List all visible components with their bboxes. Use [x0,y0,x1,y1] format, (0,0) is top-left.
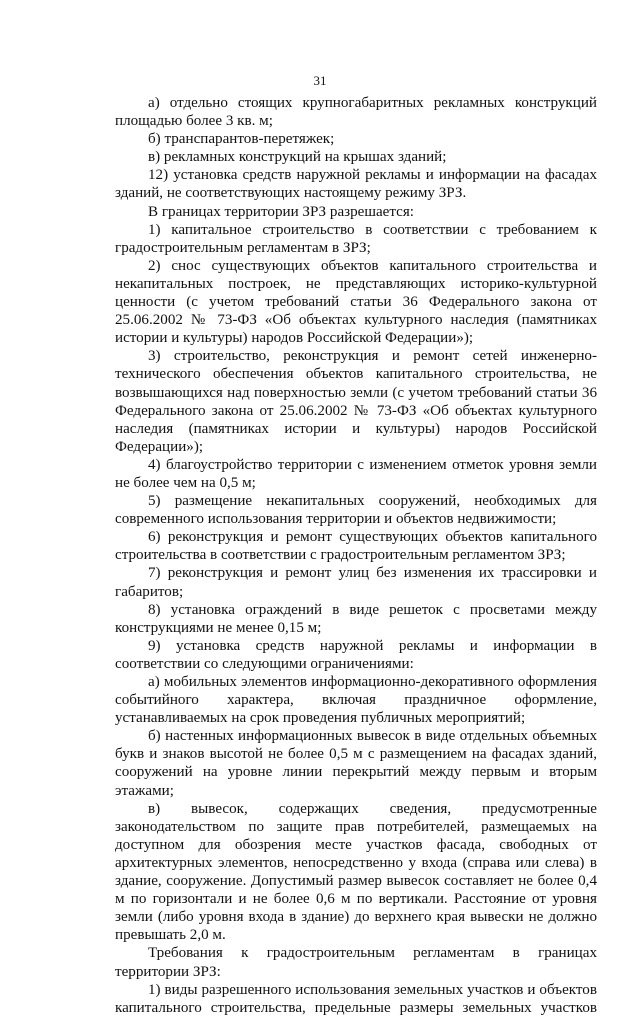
paragraph-8-fences: 8) установка ограждений в виде решеток с просветами между конструкциями не менее 0,15 м; [115,601,597,636]
paragraph-5-temporary-structures: 5) размещение некапитальных сооружений, необходимых для современного использования территории и объектов недвижимости; [115,493,597,528]
paragraph-9-advertising-limits: 9) установка средств наружной рекламы и информации в соответствии со следующими ограничениями: [115,637,597,672]
paragraph-v-consumer-signs: в) вывесок, содержащих сведения, предусмотренные законодательством по защите прав потребителей, размещаемых на доступном для обозрения месте участков фасада, свободных от архитектурных элементов, непосредственно у входа (справа или слева) в здание, сооружение. Допустимый размер вывесок составляет не более 0,4 м по горизонтали и не более 0,6 м по вертикали. Расстояние от уровня земли (либо уровня входа в здание) до верхнего края вывески не должно превышать 2,0 м. [115,800,597,944]
paragraph-allowed-heading: В границах территории ЗРЗ разрешается: [148,203,414,220]
paragraph-regulations-heading: Требования к градостроительным регламентам в границах территории ЗРЗ: [115,945,597,980]
document-body [115,94,597,1017]
paragraph-12-facade-advertising: 12) установка средств наружной рекламы и информации на фасадах зданий, не соответствующих настоящему режиму ЗРЗ. [115,167,597,202]
paragraph-b-wall-signs: б) настенных информационных вывесок в виде отдельных объемных букв и знаков высотой не более 0,5 м с размещением на фасадах зданий, сооружений на уровне линии перекрытий между первым и вторым этажами; [115,728,597,799]
paragraph-v-roof-structures: в) рекламных конструкций на крышах зданий; [148,149,447,166]
paragraph-a-billboards: а) отдельно стоящих крупногабаритных рекламных конструкций площадью более 3 кв. м; [115,95,597,130]
paragraph-4-landscaping: 4) благоустройство территории с изменением отметок уровня земли не более чем на 0,5 м; [115,456,597,491]
paragraph-6-reconstruction: 6) реконструкция и ремонт существующих объектов капитального строительства в соответствии с градостроительным регламентом ЗРЗ; [115,529,597,564]
paragraph-1-permitted-use: 1) виды разрешенного использования земельных участков и объектов капитального строительства, предельные размеры земельных участков [115,981,597,1016]
paragraph-7-streets: 7) реконструкция и ремонт улиц без изменения их трассировки и габаритов; [115,565,597,600]
paragraph-a-mobile-elements: а) мобильных элементов информационно-декоративного оформления событийного характера, включая праздничное оформление, устанавливаемых на срок проведения публичных мероприятий; [115,674,597,727]
paragraph-2-demolition: 2) снос существующих объектов капитального строительства и некапитальных построек, не представляющих историко-культурной ценности (с учетом требований статьи 36 Федерального закона от 25.06.2002 № 73-ФЗ «Об объектах культурного наследия (памятниках истории и культуры) народов Российской Федерации»); [115,257,597,347]
page-number: 31 [313,73,327,88]
paragraph-3-engineering-networks: 3) строительство, реконструкция и ремонт сетей инженерно-технического обеспечения объектов капитального строительства, не возвышающихся над поверхностью земли (с учетом требований статьи 36 Федерального закона от 25.06.2002 № 73-ФЗ «Об объектах культурного наследия (памятниках истории и культуры) народов Российской Федерации»); [115,348,597,455]
paragraph-1-capital-construction: 1) капитальное строительство в соответствии с требованием к градостроительным регламентам в ЗРЗ; [115,221,597,256]
paragraph-b-banners: б) транспарантов-перетяжек; [148,131,335,148]
